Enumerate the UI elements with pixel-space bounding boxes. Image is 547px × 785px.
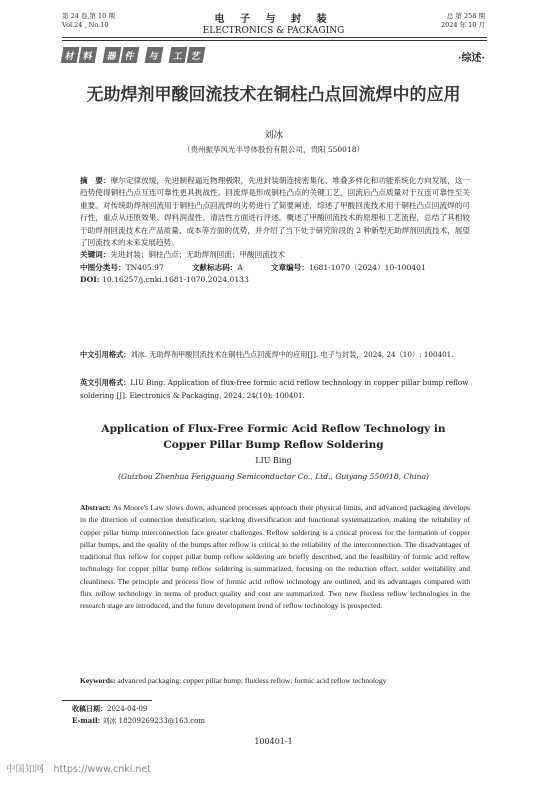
- abstract-cn-text: 摩尔定律放缓，先进制程逼近物理极限，先进封装朝连接密集化、堆叠多样化和功能系统化方向发展，这一趋势使得铜柱凸点互连可靠性更具挑战性。回流焊是形成铜柱凸点的关键工艺，回流后凸点质量对于互连可靠性至关重要。对传统助焊剂回流用于铜柱凸点回流焊的劣势进行了简要阐述，综述了甲酸回流技术用于铜柱凸点回流焊的可行性，重点从还原效果、焊料润湿性、清洁性方面进行评述。概述了甲酸回流技术的原理和工艺流程，总结了其相较于助焊剂回流技术在产品质量、成本等方面的优势，并介绍了当下处于研究阶段的 2 种新型无助焊剂回流技术，展望了回流技术的未来发展趋势。: [80, 176, 470, 248]
- received-value: 2024-04-09: [107, 705, 148, 713]
- email-label: E-mail:: [72, 716, 101, 725]
- page-number: 100401-1: [254, 737, 293, 746]
- abstract-en: [80, 502, 470, 613]
- doi-value[interactable]: 10.16257/j.cnki.1681-1070.2024.0133: [101, 275, 249, 285]
- keywords-cn-label: 关键词：: [80, 250, 111, 260]
- journal-name-cn: 电 子 与 封 装: [214, 14, 333, 25]
- volume-en: Vol.24 , No.10: [62, 21, 109, 29]
- clc-label: 中图分类号：: [80, 262, 126, 272]
- classification-row: [80, 262, 470, 274]
- column-tag: 料: [79, 47, 98, 63]
- keywords-en-label: Keywords:: [80, 676, 116, 685]
- article-no-label: 文章编号：: [270, 262, 309, 272]
- footnote-rule: [62, 700, 152, 701]
- issue-date: 2024 年 10 月: [440, 21, 485, 29]
- column-tag: 艺: [187, 47, 206, 63]
- abstract-cn-block: [80, 175, 470, 287]
- abstract-cn-label: 摘 要：: [80, 176, 111, 185]
- doc-code-label: 文献标志码：: [191, 262, 238, 272]
- doc-code-value: A: [237, 262, 243, 272]
- citation-en-label: 英文引用格式：: [80, 378, 131, 387]
- keywords-cn: [80, 249, 470, 261]
- citation-en-text: LIU Bing. Application of flux-free formic acid reflow technology in copper pillar bump reflow soldering [J]. Electronics & Packaging, 2024, 24(10): 100401.: [80, 378, 469, 400]
- paper-title-en-line2: Copper Pillar Bump Reflow Soldering: [163, 439, 384, 451]
- header-rule: [62, 37, 487, 38]
- issue-info: [441, 12, 485, 30]
- column-tag: 器: [103, 47, 122, 63]
- article-no-value: 1681-1070（2024）10-100401: [308, 262, 426, 272]
- citation-cn-text: 刘冰. 无助焊剂甲酸回流技术在铜柱凸点回流焊中的应用[J]. 电子与封装，2024, 24（10）: 100401.: [130, 350, 454, 359]
- header-rule-thin: [62, 40, 487, 41]
- paper-title-en-line1: Application of Flux-Free Formic Acid Reflow Technology in: [101, 423, 446, 435]
- column-tag: 件: [121, 47, 140, 63]
- paper-title-cn: 无助焊剂甲酸回流技术在铜柱凸点回流焊中的应用: [86, 85, 461, 105]
- column-tag: 材: [61, 47, 80, 63]
- affiliation-cn: （贵州振华风光半导体股份有限公司，贵阳 550018）: [182, 145, 364, 154]
- keywords-en-text: advanced packaging; copper pillar bump; fluxless reflow; formic acid reflow technology: [117, 676, 387, 685]
- doi-label: DOI:: [80, 275, 100, 285]
- citation-cn-label: 中文引用格式：: [80, 350, 131, 359]
- column-tag: 工: [169, 47, 188, 63]
- clc-value: TN405.97: [125, 262, 164, 272]
- journal-name-en: ELECTRONICS & PACKAGING: [202, 26, 345, 36]
- abstract-cn: [80, 175, 470, 249]
- doi-row: [80, 274, 470, 286]
- column-tag: 与: [145, 47, 164, 63]
- citation-cn: [80, 348, 470, 361]
- issue-total: 总 第 258 期: [446, 12, 485, 20]
- author-cn: 刘冰: [263, 130, 283, 141]
- review-label: ·综述·: [458, 53, 485, 64]
- abstract-en-text: As Moore's Law slows down, advanced processes approach their physical limits, and advanced packaging develops in the direction of connection densification, stacking diversification and functional systematization, making the reliability of copper pillar bump interconnection face greater challenges. Reflow soldering is a critical process for the formation of copper pillar bumps, and the quality of the bumps after reflow is critical to the reliability of the interconnection. The disadvantages of traditional flux reflow for copper pillar bump reflow soldering are briefly described, and the feasibility of formic acid reflow technology for copper pillar bump reflow soldering is summarized, focusing on the reduction effect, solder wettability and cleanliness. The principle and process flow of formic acid reflow technology are outlined, and its advantages compared with flux reflow technology in terms of product quality and cost are summarized. Two new fluxless reflow technologies in the research stage are introduced, and the future development trend of reflow technology is prospected.: [80, 503, 470, 611]
- abstract-en-label: Abstract:: [80, 503, 111, 512]
- volume-cn: 第 24 卷,第 10 期: [62, 12, 115, 20]
- received-label: 收稿日期：: [72, 704, 107, 713]
- column-tags: [62, 47, 204, 63]
- keywords-cn-text: 先进封装；铜柱凸点；无助焊剂回流；甲酸回流技术: [110, 250, 286, 260]
- paper-title-en: [0, 421, 547, 453]
- author-email: [72, 715, 205, 727]
- affiliation-en: (Guizhou Zhenhua Fengguang Semiconductor Co., Ltd., Guiyang 550018, China): [117, 472, 430, 481]
- email-value[interactable]: 刘冰 18209269233@163.com: [102, 717, 206, 725]
- citation-en: [80, 376, 470, 402]
- author-en: LIU Bing: [255, 456, 292, 465]
- cnki-watermark: 中国知网 https://www.cnki.net: [6, 764, 152, 775]
- received-date: [72, 703, 147, 715]
- keywords-en: [80, 676, 470, 685]
